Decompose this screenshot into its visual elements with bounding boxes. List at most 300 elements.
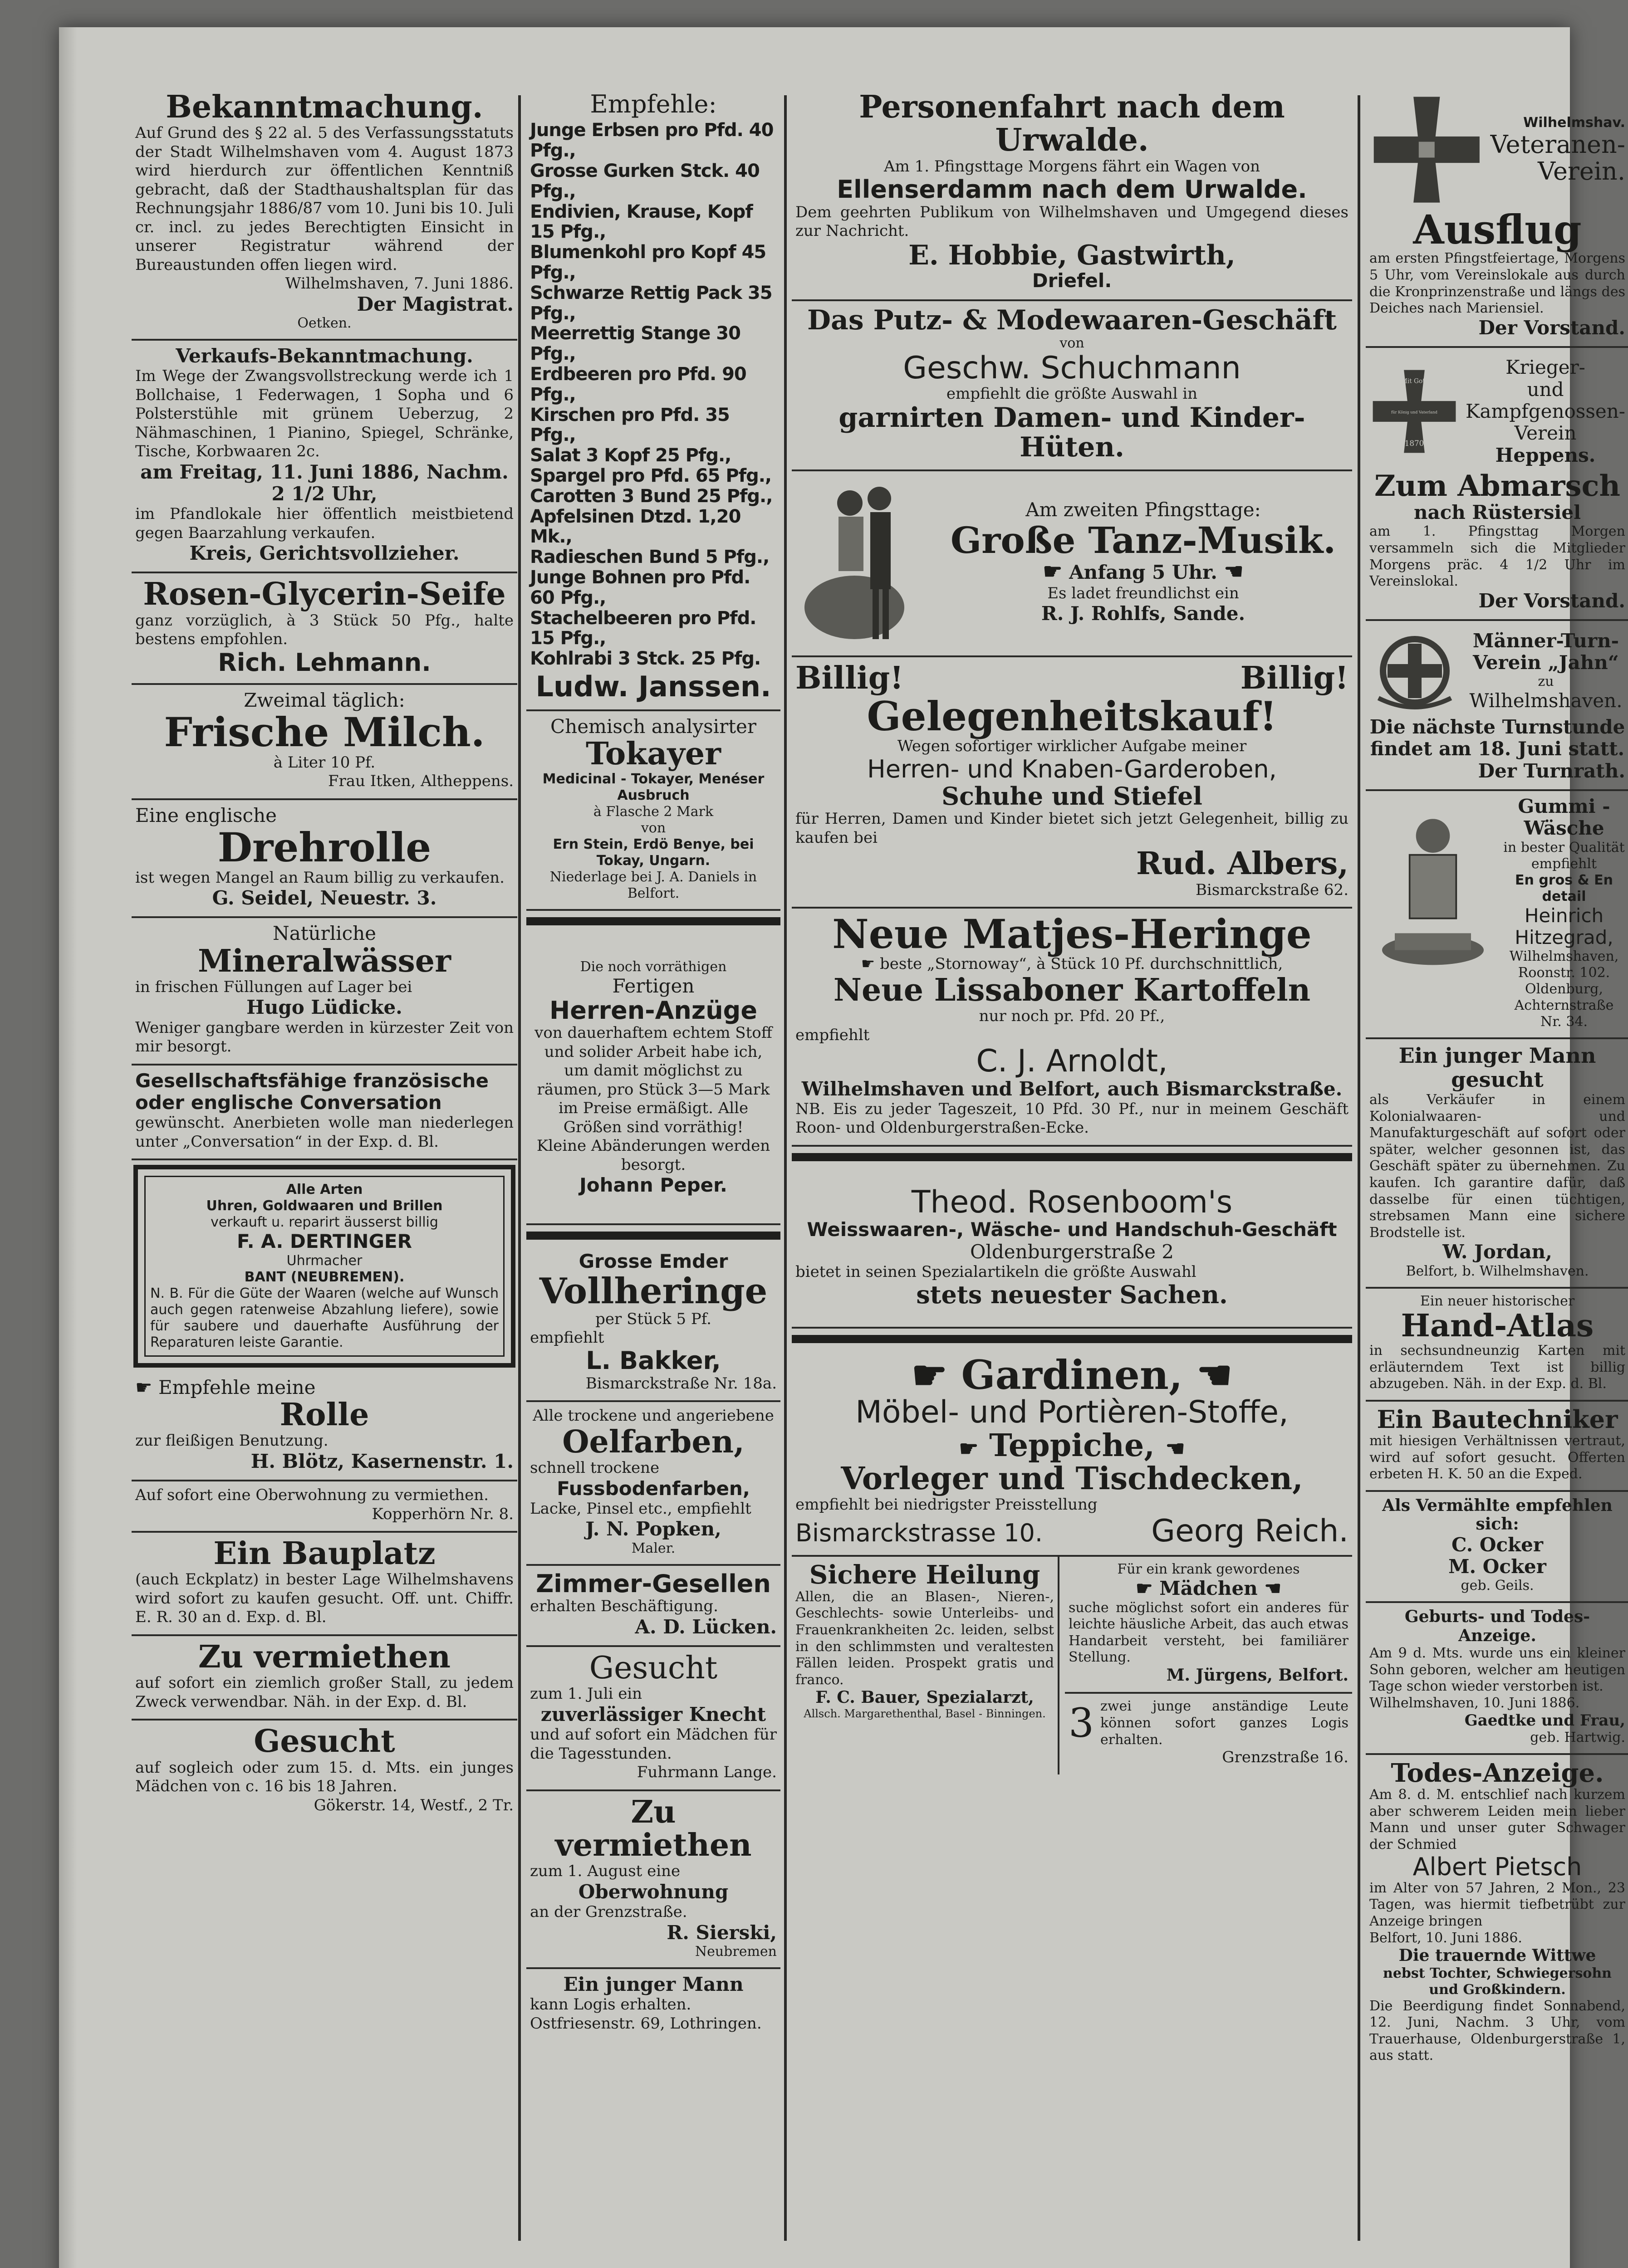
ad-line: Medicinal - Tokayer, Menéser Ausbruch bbox=[542, 771, 765, 803]
column-rule bbox=[518, 95, 521, 2241]
ad-title: Zum Abmarsch bbox=[1374, 469, 1621, 503]
ad-body: auf sogleich oder zum 15. d. Mts. ein junges Mädchen von c. 16 bis 18 Jahren. bbox=[135, 1758, 514, 1796]
ad-title: Gesucht bbox=[589, 1650, 718, 1686]
ad-title: Zu vermiethen bbox=[198, 1638, 451, 1675]
column-2 bbox=[526, 86, 780, 2040]
price-list-item: Meerrettig Stange 30 Pfg., bbox=[530, 323, 740, 365]
ad-oelfarben bbox=[526, 1402, 780, 1565]
right-pair bbox=[1059, 1557, 1352, 1774]
ad-date: am Freitag, 11. Juni 1886, Nachm. 2 1/2 Uhr, bbox=[140, 460, 509, 505]
pointing-hand-icon: ☛ bbox=[135, 1376, 152, 1398]
ad-signature-place: Belfort, b. Wilhelmshaven. bbox=[1406, 1263, 1589, 1279]
ad-heilung bbox=[792, 1557, 1059, 1774]
ad-signature: nebst Tochter, Schwiegersohn und Großkindern. bbox=[1383, 1965, 1612, 1998]
ad-body: von dauerhaftem echtem Stoff und solider Arbeit habe ich, um damit möglichst zu räumen, pro Stück 3—5 Mark im Preise ermäßigt. Alle Größen sind vorräthig! bbox=[534, 1024, 772, 1136]
ad-zu-vermiethen bbox=[132, 1636, 517, 1721]
ad-body: N. B. Für die Güte der Waaren (welche auf Wunsch auch gegen ratenweise Abzahlung liefere), sowie für saubere und dauerhafte Ausführung der Reparaturen leiste Garantie. bbox=[150, 1285, 499, 1350]
ad-line: empfiehlt bei niedrigster Preisstellung bbox=[795, 1496, 1098, 1514]
ad-signature-note: geb. Hartwig. bbox=[1530, 1729, 1625, 1745]
ad-tanzmusik bbox=[792, 471, 1352, 657]
ad-line: bietet in seinen Spezialartikeln die größte Auswahl bbox=[795, 1262, 1196, 1281]
ad-signature: Gökerstr. 14, Westf., 2 Tr. bbox=[314, 1796, 514, 1814]
ad-title: F. A. DERTINGER bbox=[237, 1230, 412, 1253]
price-list bbox=[530, 120, 777, 669]
ad-signature: C. J. Arnoldt, bbox=[976, 1043, 1168, 1080]
ad-title: Ausflug bbox=[1413, 206, 1582, 253]
ad-name: Geschw. Schuchmann bbox=[903, 350, 1241, 386]
ad-title: Oelfarben, bbox=[562, 1423, 745, 1460]
ad-line: Wilhelmshaven und Belfort, auch Bismarckstraße. bbox=[801, 1077, 1343, 1100]
ad-signature: M. Jürgens, Belfort. bbox=[1166, 1666, 1348, 1685]
ad-line: schnell trockene bbox=[530, 1459, 660, 1477]
ad-body: Allen, die an Blasen-, Nieren-, Geschlechts- sowie Unterleibs- und Frauenkrankheiten 2c. leiden, selbst in den schlimmsten und veraltesten Fällen leiden. Prospekt gratis und franco. bbox=[795, 1589, 1054, 1688]
divider bbox=[526, 917, 780, 925]
ad-line: von bbox=[1059, 335, 1084, 351]
turner-emblem-icon bbox=[1369, 626, 1460, 716]
ad-signature: Der Turnrath. bbox=[1478, 759, 1625, 782]
ad-line: Uhrmacher bbox=[286, 1252, 363, 1269]
ad-line: nach Rüstersiel bbox=[1413, 501, 1581, 524]
ad-body: als Verkäufer in einem Kolonialwaaren- und Manufakturgeschäft auf sofort oder später, welcher gesonnen ist, das Geschäft später zu übernehmen. Zu kaufen. Ich garantire dafür, daß dasselbe für einen tüchtigen, strebsamen Mann eine sichere Brodstelle ist. bbox=[1369, 1092, 1625, 1241]
ad-title: Ein Bauplatz bbox=[213, 1535, 436, 1572]
ad-signature: F. C. Bauer, Spezialarzt, bbox=[815, 1688, 1034, 1707]
ad-pre bbox=[135, 1377, 514, 1398]
ad-herren-anzuege bbox=[526, 932, 780, 1226]
ad-signature: Der Magistrat. bbox=[357, 293, 514, 315]
ad-title: Große Tanz-Musik. bbox=[950, 518, 1336, 562]
ad-line: Am zweiten Pfingsttage: bbox=[1025, 499, 1261, 521]
ad-signature: H. Blötz, Kasernenstr. 1. bbox=[250, 1450, 514, 1472]
ad-line: geb. Geils. bbox=[1461, 1578, 1534, 1594]
price-list-item: Blumenkohl pro Kopf 45 Pfg., bbox=[530, 242, 766, 283]
ad-line: M. Ocker bbox=[1448, 1555, 1546, 1578]
ad-line: Uhren, Goldwaaren und Brillen bbox=[206, 1198, 443, 1214]
ad-line: Ellenserdamm nach dem Urwalde. bbox=[837, 175, 1307, 204]
ad-title: Ein junger Mann gesucht bbox=[1398, 1043, 1596, 1092]
ad-vermaehlte bbox=[1366, 1492, 1628, 1603]
ad-body: in sechsundneunzig Karten mit erläuterndem Text ist billig abzugeben. Näh. in der Exp. d. Bl. bbox=[1369, 1343, 1625, 1392]
ad-title: Rolle bbox=[280, 1396, 369, 1433]
ad-signature: Ostfriesenstr. 69, Lothringen. bbox=[530, 2014, 762, 2033]
ad-body: am ersten Pfingstfeiertage, Morgens 5 Uhr, vom Vereinslokale aus durch die Kronprinzenstraße und längs des Deiches nach Mariensiel. bbox=[1369, 250, 1625, 317]
ad-line: Lacke, Pinsel etc., empfiehlt bbox=[530, 1499, 751, 1518]
ad-signature: R. Sierski, bbox=[667, 1921, 777, 1944]
ad-dertinger bbox=[133, 1165, 515, 1367]
divider bbox=[792, 1335, 1352, 1343]
ad-krieger-verein bbox=[1366, 348, 1628, 621]
ad-line: Es ladet freundlichst ein bbox=[1047, 584, 1239, 602]
ad-line: Ern Stein, Erdö Benye, bei Tokay, Ungarn. bbox=[553, 836, 754, 869]
ad-address: Bismarckstraße 62. bbox=[1195, 880, 1348, 899]
ad-line bbox=[795, 1429, 1348, 1462]
pointing-hand-icon: ☚ bbox=[1196, 1351, 1233, 1398]
ad-line: Schuhe und Stiefel bbox=[941, 781, 1202, 811]
ad-line: Die noch vorräthigen bbox=[580, 958, 727, 975]
ad-turnverein bbox=[1366, 621, 1628, 791]
ad-title-text: Mädchen bbox=[1159, 1577, 1258, 1600]
ad-date: Wilhelmshaven, 7. Juni 1886. bbox=[285, 274, 514, 293]
man-washing-icon bbox=[1369, 796, 1496, 986]
ad-signature: Fuhrmann Lange. bbox=[637, 1763, 777, 1782]
ad-line: Fussbodenfarben, bbox=[557, 1477, 750, 1500]
ad-junger-mann-logis bbox=[526, 1969, 780, 2040]
ad-signature: Frau Itken, Altheppens. bbox=[328, 772, 514, 791]
ad-title: Rosen-Glycerin-Seife bbox=[143, 576, 506, 613]
ad-title bbox=[795, 1351, 1348, 1398]
ad-line: Veteranen- bbox=[1490, 130, 1625, 159]
ad-title: Mineralwässer bbox=[198, 943, 451, 979]
price-list-item: Kirschen pro Pfd. 35 Pfg., bbox=[530, 404, 730, 446]
ad-line: Herren- und Knaben-Garderoben, bbox=[867, 755, 1277, 784]
ad-address: Bismarckstraße Nr. 18a. bbox=[585, 1374, 777, 1393]
ad-line: Hitzegrad, bbox=[1515, 926, 1613, 948]
ad-line: Heppens. bbox=[1495, 444, 1596, 466]
ad-body: mit hiesigen Verhältnissen vertraut, wird auf sofort gesucht. Offerten erbeten H. K. 50 an die Exped. bbox=[1369, 1433, 1625, 1482]
ad-line: nur noch pr. Pfd. 20 Pf., bbox=[979, 1007, 1165, 1026]
ad-title: Theod. Rosenboom's bbox=[911, 1184, 1233, 1220]
price-list-item: Radieschen Bund 5 Pfg., bbox=[530, 547, 770, 568]
ad-line: verkauft u. reparirt äusserst billig bbox=[211, 1214, 438, 1231]
ad-signature-place: Neubremen bbox=[695, 1943, 777, 1960]
ad-signature: Der Vorstand. bbox=[1478, 589, 1625, 612]
price-list-item: Grosse Gurken Stck. 40 Pfg., bbox=[530, 160, 760, 202]
ad-milch bbox=[132, 685, 517, 800]
ad-title: Ein Bautechniker bbox=[1377, 1404, 1618, 1434]
ad-line: C. Ocker bbox=[1451, 1533, 1544, 1556]
ad-line: Fertigen bbox=[612, 974, 695, 997]
ad-body: NB. Eis zu jeder Tageszeit, 10 Pfd. 30 Pf., nur in meinem Geschäft Roon- und Oldenburgerstraßen-Ecke. bbox=[795, 1100, 1348, 1137]
ad-body: zum 1. Juli ein bbox=[530, 1685, 642, 1703]
ad-date: Wilhelmshaven, 10. Juni 1886. bbox=[1369, 1695, 1580, 1711]
ad-signature-place: Driefel. bbox=[1032, 269, 1112, 292]
ad-line: Wilhelmshaven. bbox=[1469, 689, 1623, 712]
ad-line: Am 1. Pfingsttage Morgens fährt ein Wagen von bbox=[884, 157, 1260, 176]
ad-line bbox=[938, 559, 1348, 584]
ad-body: Die Beerdigung findet Sonnabend, 12. Juni, Nachm. 3 Uhr, vom Trauerhause, Oldenburgerstraße 1, aus statt. bbox=[1369, 1998, 1625, 2064]
column-1 bbox=[132, 86, 517, 1822]
ad-number: 3 bbox=[1069, 1700, 1094, 1747]
ad-line: Roonstr. 102. bbox=[1518, 965, 1610, 981]
column-3 bbox=[792, 86, 1352, 1774]
price-list-item: Spargel pro Pfd. 65 Pfg., bbox=[530, 465, 772, 486]
ad-body: erhalten Beschäftigung. bbox=[530, 1597, 718, 1616]
ad-pre: Grosse Emder bbox=[579, 1250, 728, 1273]
ad-title: Ein junger Mann bbox=[563, 1973, 744, 1995]
ad-hand-atlas bbox=[1366, 1289, 1628, 1402]
ad-signature: Der Vorstand. bbox=[1478, 316, 1625, 339]
ad-signature: Rich. Lehmann. bbox=[218, 648, 431, 677]
ad-body: Auf sofort eine Oberwohnung zu vermiethen. bbox=[135, 1486, 489, 1505]
ad-body: zum 1. August eine bbox=[530, 1862, 681, 1881]
ad-line: Für ein krank gewordenes bbox=[1117, 1561, 1300, 1578]
price-list-item: Erdbeeren pro Pfd. 90 Pfg., bbox=[530, 363, 746, 405]
pointing-hand-icon: ☚ bbox=[1165, 1436, 1185, 1461]
ad-body: Oberwohnung bbox=[578, 1880, 729, 1903]
ad-signature: Georg Reich. bbox=[1151, 1513, 1348, 1549]
ad-signature: Kopperhörn Nr. 8. bbox=[372, 1505, 514, 1523]
ad-signature: Grenzstraße 16. bbox=[1222, 1748, 1348, 1767]
ad-body: im Pfandlokale hier öffentlich meistbietend gegen Baarzahlung verkaufen. bbox=[135, 505, 514, 542]
ad-maedchen bbox=[1065, 1557, 1352, 1694]
ad-line: à Flasche 2 Mark bbox=[593, 803, 714, 820]
ad-line: stets neuester Sachen. bbox=[916, 1280, 1228, 1310]
ad-bautechniker bbox=[1366, 1402, 1628, 1492]
ad-pre: Ein neuer historischer bbox=[1420, 1293, 1575, 1309]
ad-title: Gesucht bbox=[254, 1723, 395, 1760]
ad-line: Alle Arten bbox=[286, 1182, 363, 1198]
ad-line: Verein bbox=[1514, 422, 1577, 445]
ad-line: Männer-Turn- bbox=[1472, 629, 1619, 652]
iron-cross-icon bbox=[1369, 352, 1459, 470]
dancing-couple-icon bbox=[795, 476, 932, 648]
price-list-item: Carotten 3 Bund 25 Pfg., bbox=[530, 485, 773, 507]
ad-logis bbox=[1065, 1694, 1352, 1774]
ad-title: Todes-Anzeige. bbox=[1391, 1758, 1604, 1788]
ad-title: Zu vermiethen bbox=[555, 1794, 752, 1863]
price-list-item: Junge Erbsen pro Pfd. 40 Pfg., bbox=[530, 120, 774, 161]
price-list-item: Endivien, Krause, Kopf 15 Pfg., bbox=[530, 201, 753, 243]
column-rule bbox=[1358, 95, 1360, 2241]
ad-junger-mann-gesucht bbox=[1366, 1039, 1628, 1288]
cross-inscription-year: 1870 bbox=[1404, 439, 1424, 448]
ad-signature: W. Jordan, bbox=[1442, 1241, 1552, 1263]
ad-body: an der Grenzstraße. bbox=[530, 1903, 687, 1921]
ad-rosen-seife bbox=[132, 573, 517, 685]
ad-title: Sichere Heilung bbox=[809, 1560, 1040, 1590]
ad-gelegenheitskauf bbox=[792, 657, 1352, 909]
ad-line: empfiehlt die größte Auswahl in bbox=[946, 385, 1198, 403]
ad-todes-anzeige bbox=[1366, 1755, 1628, 2072]
ad-body: ist wegen Mangel an Raum billig zu verkaufen. bbox=[135, 868, 505, 887]
ad-body: Weniger gangbare werden in kürzester Zeit von mir besorgt. bbox=[135, 1018, 514, 1056]
ad-title: Gesellschaftsfähige französische oder englische Conversation bbox=[135, 1069, 489, 1114]
ad-tokayer bbox=[526, 711, 780, 911]
ad-line: Oldenburg, bbox=[1525, 981, 1603, 997]
ad-signature: L. Bakker, bbox=[586, 1346, 721, 1375]
ad-signature: Gaedtke und Frau, bbox=[1464, 1711, 1625, 1730]
ad-title: Empfehle: bbox=[590, 90, 717, 118]
pointing-hand-icon: ☚ bbox=[1224, 558, 1244, 584]
ad-body: am 1. Pfingsttag Morgen versammeln sich die Mitglieder Morgens präc. 4 1/2 Uhr im Vereinslokal. bbox=[1369, 523, 1625, 590]
ad-signature: Die trauernde Wittwe bbox=[1398, 1946, 1596, 1965]
ad-line: empfiehlt bbox=[795, 1026, 870, 1044]
bottom-row bbox=[792, 1557, 1352, 1774]
ad-signature: Kreis, Gerichtsvollzieher. bbox=[189, 542, 460, 565]
ad-body: gewünscht. Anerbieten wolle man niederlegen unter „Conversation“ in der Exp. d. Bl. bbox=[135, 1114, 514, 1151]
ad-name: Albert Pietsch bbox=[1412, 1852, 1582, 1881]
ad-janssen bbox=[526, 86, 780, 711]
ad-body: zur fleißigen Benutzung. bbox=[135, 1432, 329, 1450]
ad-title: Herren-Anzüge bbox=[549, 996, 757, 1025]
ad-body: Dem geehrten Publikum von Wilhelmshaven und Umgegend dieses zur Nachricht. bbox=[795, 203, 1348, 240]
iron-cross-icon bbox=[1369, 91, 1484, 209]
ad-body: Am 9 d. Mts. wurde uns ein kleiner Sohn geboren, welcher am heutigen Tage schon wieder verstorben ist. bbox=[1369, 1645, 1625, 1695]
ad-signature: G. Seidel, Neuestr. 3. bbox=[212, 886, 437, 909]
ad-title: Drehrolle bbox=[217, 824, 432, 871]
ad-vollheringe bbox=[526, 1246, 780, 1402]
ad-bauplatz bbox=[132, 1533, 517, 1636]
ad-urwald bbox=[792, 86, 1352, 301]
ad-line: Wilhelmshaven, bbox=[1509, 948, 1619, 965]
ad-line: Verein. bbox=[1538, 157, 1625, 186]
ad-line: Heinrich bbox=[1524, 904, 1604, 927]
ad-line: Krieger- bbox=[1505, 356, 1585, 379]
ad-signature-place: Allsch. Margarethenthal, Basel - Binningen. bbox=[804, 1707, 1046, 1720]
cross-inscription-mid: für König und Vaterland bbox=[1391, 410, 1438, 415]
ad-body: empfiehlt bbox=[530, 1328, 604, 1347]
ad-line: Niederlage bei J. A. Daniels in Belfort. bbox=[549, 869, 757, 901]
ad-title: Tokayer bbox=[586, 736, 721, 772]
ad-body: kann Logis erhalten. bbox=[530, 1995, 691, 2014]
ad-line: Billig! bbox=[1240, 660, 1348, 697]
ad-body: Auf Grund des § 22 al. 5 des Verfassungsstatuts der Stadt Wilhelmshaven vom 4. August 1873 wird hierdurch zur öffentlichen Kenntniß gebracht, daß der Stadthaushaltsplan für das Rechnungsjahr 1886/87 vom 10. Juni bis 10. Juli cr. incl. zu jedes Berechtigten Einsicht in unserer Registratur während der Bureaustunden offen liegen wird. bbox=[135, 124, 514, 274]
ad-gardinen bbox=[792, 1349, 1352, 1557]
ad-body: auf sofort ein ziemlich großer Stall, zu jedem Zweck verwendbar. Näh. in der Exp. d. Bl. bbox=[135, 1674, 514, 1711]
price-list-item: Schwarze Rettig Pack 35 Pfg., bbox=[530, 282, 772, 324]
ad-line: Billig! bbox=[795, 660, 904, 697]
ad-gummi-waesche bbox=[1366, 791, 1628, 1039]
ad-zu-vermiethen-2 bbox=[526, 1791, 780, 1969]
pointing-hand-icon: ☛ bbox=[911, 1351, 947, 1398]
column-rule bbox=[784, 95, 787, 2241]
pointing-hand-icon: ☛ bbox=[1043, 558, 1063, 584]
ad-title: Personenfahrt nach dem Urwalde. bbox=[859, 89, 1285, 159]
ad-oberwohnung bbox=[132, 1481, 517, 1533]
ad-body: und auf sofort ein Mädchen für die Tagesstunden. bbox=[530, 1725, 777, 1763]
ad-line: Vorleger und Tischdecken, bbox=[841, 1461, 1303, 1497]
ad-pre-text: Empfehle meine bbox=[158, 1376, 316, 1398]
ad-body: in frischen Füllungen auf Lager bei bbox=[135, 978, 412, 996]
ad-pre: Natürliche bbox=[272, 922, 377, 945]
ad-pre: Eine englische bbox=[135, 804, 277, 826]
ad-line: Achternstraße Nr. 34. bbox=[1514, 997, 1614, 1030]
ad-matjes-heringe bbox=[792, 909, 1352, 1147]
ad-line: in bester Qualität bbox=[1503, 839, 1625, 855]
ad-line: Oldenburgerstraße 2 bbox=[970, 1240, 1174, 1263]
ad-title: Bekanntmachung. bbox=[166, 89, 483, 125]
ad-body: Am 8. d. M. entschlief nach kurzem aber schwerem Leiden mein lieber Mann und unser guter Schwager der Schmied bbox=[1369, 1787, 1625, 1853]
ad-signature: Johann Peper. bbox=[579, 1174, 727, 1197]
ad-body: zuverlässiger Knecht bbox=[540, 1703, 766, 1725]
ad-title: Neue Matjes-Heringe bbox=[832, 910, 1312, 958]
ad-title: Geburts- und Todes-Anzeige. bbox=[1404, 1607, 1590, 1645]
ad-title: Verkaufs-Bekanntmachung. bbox=[176, 344, 473, 367]
column-4 bbox=[1366, 86, 1628, 2072]
ad-line: zu bbox=[1538, 674, 1554, 690]
ad-line: empfiehlt bbox=[1531, 855, 1597, 872]
ad-price: à Liter 10 Pf. bbox=[273, 753, 376, 772]
ad-gesucht bbox=[132, 1721, 517, 1822]
pointing-hand-icon: ☛ bbox=[1135, 1577, 1153, 1600]
ad-body: im Alter von 57 Jahren, 2 Mon., 23 Tagen, was hiermit tiefbetrübt zur Anzeige bringen bbox=[1369, 1880, 1625, 1930]
ad-title: Vollheringe bbox=[539, 1270, 768, 1312]
ad-date: Belfort, 10. Juni 1886. bbox=[1369, 1930, 1522, 1946]
ad-title: Als Vermählte empfehlen sich: bbox=[1382, 1496, 1613, 1534]
ad-body: Die nächste Turnstunde findet am 18. Juni statt. bbox=[1369, 716, 1625, 760]
ad-pre: Chemisch analysirter bbox=[550, 715, 756, 738]
ad-line-text: Anfang 5 Uhr. bbox=[1069, 561, 1217, 583]
ad-body: Kleine Abänderungen werden besorgt. bbox=[536, 1137, 770, 1174]
ad-rosenboom bbox=[792, 1168, 1352, 1329]
ad-body: (auch Eckplatz) in bester Lage Wilhelmshavens wird sofort zu kaufen gesucht. Off. unt. Chiffr. E. R. 30 an d. Exp. d. Bl. bbox=[135, 1570, 514, 1627]
ad-putz-modewaaren bbox=[792, 301, 1352, 471]
ad-line: Wilhelmshav. bbox=[1523, 114, 1625, 131]
ad-line-text: beste „Stornoway“, à Stück 10 Pf. durchschnittlich, bbox=[879, 955, 1283, 973]
ad-signature: R. J. Rohlfs, Sande. bbox=[1041, 602, 1246, 625]
ad-signature: A. D. Lücken. bbox=[635, 1615, 777, 1638]
ad-title: Gummi - Wäsche bbox=[1518, 795, 1610, 840]
cross-inscription-top: Mit Gott bbox=[1401, 377, 1428, 385]
ad-title: Das Putz- & Modewaaren-Geschäft bbox=[807, 304, 1337, 336]
page-edge bbox=[59, 27, 77, 2268]
price-list-item: Junge Bohnen pro Pfd. 60 Pfg., bbox=[530, 567, 750, 608]
ad-title: Hand-Atlas bbox=[1401, 1307, 1594, 1344]
ad-line: von bbox=[641, 820, 666, 836]
ad-mineralwasser bbox=[132, 918, 517, 1065]
ad-line: Verein „Jahn“ bbox=[1473, 651, 1619, 674]
ad-veteranen bbox=[1366, 86, 1628, 348]
ad-address: Bismarckstrasse 10. bbox=[795, 1518, 1043, 1547]
price-list-item: Stachelbeeren pro Pfd. 15 Pfg., bbox=[530, 607, 756, 649]
ad-line: und bbox=[1527, 378, 1564, 401]
ad-signature: Ludw. Janssen. bbox=[535, 670, 771, 703]
ad-bekanntmachung bbox=[132, 86, 517, 341]
newspaper-page bbox=[59, 27, 1625, 2268]
ad-pre: Alle trockene und angeriebene bbox=[533, 1407, 774, 1425]
ad-gesucht-knecht bbox=[526, 1647, 780, 1791]
ad-line bbox=[795, 955, 1348, 973]
ad-drehrolle bbox=[132, 800, 517, 918]
ad-line: Kampfgenossen- bbox=[1466, 400, 1625, 422]
pointing-hand-icon: ☛ bbox=[959, 1436, 979, 1461]
ad-line: Möbel- und Portièren-Stoffe, bbox=[855, 1394, 1289, 1431]
ad-signature: Hugo Lüdicke. bbox=[246, 996, 402, 1019]
ad-price: per Stück 5 Pf. bbox=[595, 1310, 711, 1328]
ad-geburts-todes bbox=[1366, 1603, 1628, 1755]
ad-line-text: Teppiche, bbox=[989, 1427, 1155, 1464]
ad-signature: Rud. Albers, bbox=[1136, 846, 1348, 882]
ad-signature: J. N. Popken, bbox=[585, 1518, 721, 1540]
ad-body: für Herren, Damen und Kinder bietet sich jetzt Gelegenheit, billig zu kaufen bei bbox=[795, 810, 1348, 847]
ad-signature-name: Oetken. bbox=[297, 315, 352, 331]
ad-zimmer-gesellen bbox=[526, 1566, 780, 1647]
ad-signature-role: Maler. bbox=[631, 1540, 676, 1556]
ad-line: Neue Lissaboner Kartoffeln bbox=[833, 972, 1311, 1008]
ad-body: ganz vorzüglich, à 3 Stück 50 Pfg., halte bestens empfohlen. bbox=[135, 611, 514, 649]
ad-line: En gros & En detail bbox=[1515, 872, 1613, 904]
price-list-item: Apfelsinen Dtzd. 1,20 Mk., bbox=[530, 506, 741, 547]
ad-signature: E. Hobbie, Gastwirth, bbox=[908, 239, 1236, 271]
divider bbox=[526, 1232, 780, 1240]
ad-pre: Zweimal täglich: bbox=[244, 689, 405, 712]
ad-verkauf bbox=[132, 341, 517, 573]
ad-body: Im Wege der Zwangsvollstreckung werde ich 1 Bollchaise, 1 Federwagen, 1 Sopha und 6 Polsterstühle mit grünem Ueberzug, 2 Nähmaschinen, 1 Pianino, Spiegel, Schränke, Tische, Korbwaaren 2c. bbox=[135, 367, 514, 461]
price-list-item: Salat 3 Kopf 25 Pfg., bbox=[530, 445, 731, 466]
pointing-hand-icon: ☛ bbox=[861, 955, 875, 973]
ad-line: Weisswaaren-, Wäsche- und Handschuh-Geschäft bbox=[807, 1218, 1337, 1241]
ad-line: BANT (NEUBREMEN). bbox=[244, 1269, 405, 1285]
pointing-hand-icon: ☚ bbox=[1264, 1577, 1281, 1600]
ad-body: zwei junge anständige Leute können sofort ganzes Logis erhalten. bbox=[1100, 1698, 1348, 1748]
ad-title: Gelegenheitskauf! bbox=[867, 692, 1277, 740]
ad-title: Zimmer-Gesellen bbox=[536, 1569, 771, 1598]
ad-title: Frische Milch. bbox=[164, 709, 485, 756]
ad-line: garnirten Damen- und Kinder-Hüten. bbox=[839, 402, 1305, 464]
ad-body: suche möglichst sofort ein anderes für leichte häusliche Arbeit, das auch etwas Handarbeit versteht, bei familiärer Stellung. bbox=[1069, 1599, 1348, 1666]
price-list-item: Kohlrabi 3 Stck. 25 Pfg. bbox=[530, 648, 761, 670]
divider bbox=[792, 1153, 1352, 1161]
ad-rolle bbox=[132, 1372, 517, 1482]
